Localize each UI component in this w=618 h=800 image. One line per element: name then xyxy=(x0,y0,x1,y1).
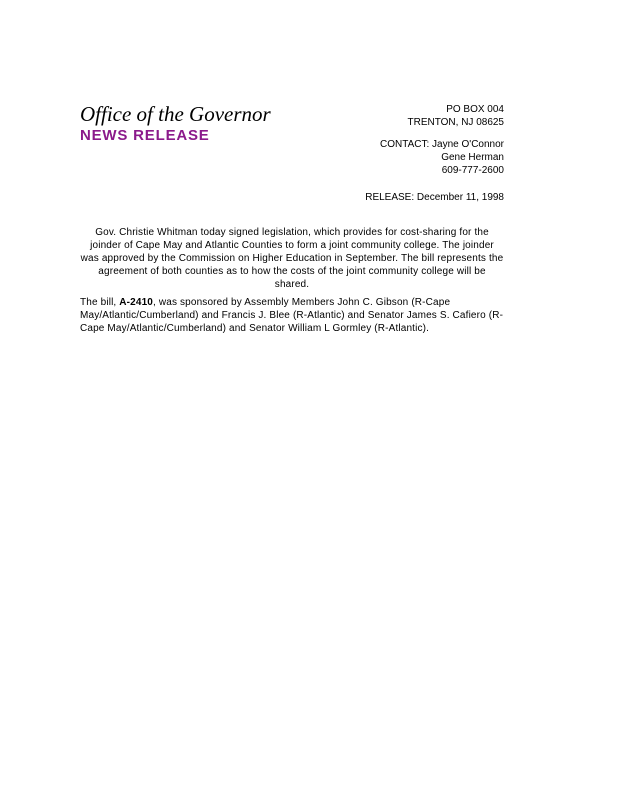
sponsors-prefix: The bill, xyxy=(80,297,120,308)
bill-number: A-2410 xyxy=(119,297,153,308)
release-date: RELEASE: December 11, 1998 xyxy=(365,192,504,203)
letterhead xyxy=(80,102,271,145)
spacer xyxy=(365,177,504,191)
spacer xyxy=(365,129,504,138)
contact-primary: CONTACT: Jayne O'Connor xyxy=(380,139,504,150)
city-state-zip: TRENTON, NJ 08625 xyxy=(407,117,504,128)
summary-paragraph: Gov. Christie Whitman today signed legislation, which provides for cost-sharing for the joinder of Cape May and Atlantic Counties to form a joint community college. The joinder was approved by the Commission on Higher Education in September. The bill represents the agreement of both counties as to how the costs of the joint community college will be shared. xyxy=(80,227,504,290)
contact-block xyxy=(365,103,504,204)
sponsors-text: , was sponsored by Assembly Members John C. Gibson (R-Cape May/Atlantic/Cumberland) and Francis J. Blee (R-Atlantic) and Senator James S. Cafiero (R-Cape May/Atlantic/Cumberland) and Senator William L Gormley (R-Atlantic). xyxy=(80,297,504,334)
contact-phone: 609-777-2600 xyxy=(441,165,504,176)
office-title: Office of the Governor xyxy=(80,102,271,126)
contact-secondary: Gene Herman xyxy=(441,152,504,163)
sponsors-paragraph xyxy=(80,296,504,335)
po-box: PO BOX 004 xyxy=(446,104,504,115)
news-release-heading: NEWS RELEASE xyxy=(80,127,210,144)
